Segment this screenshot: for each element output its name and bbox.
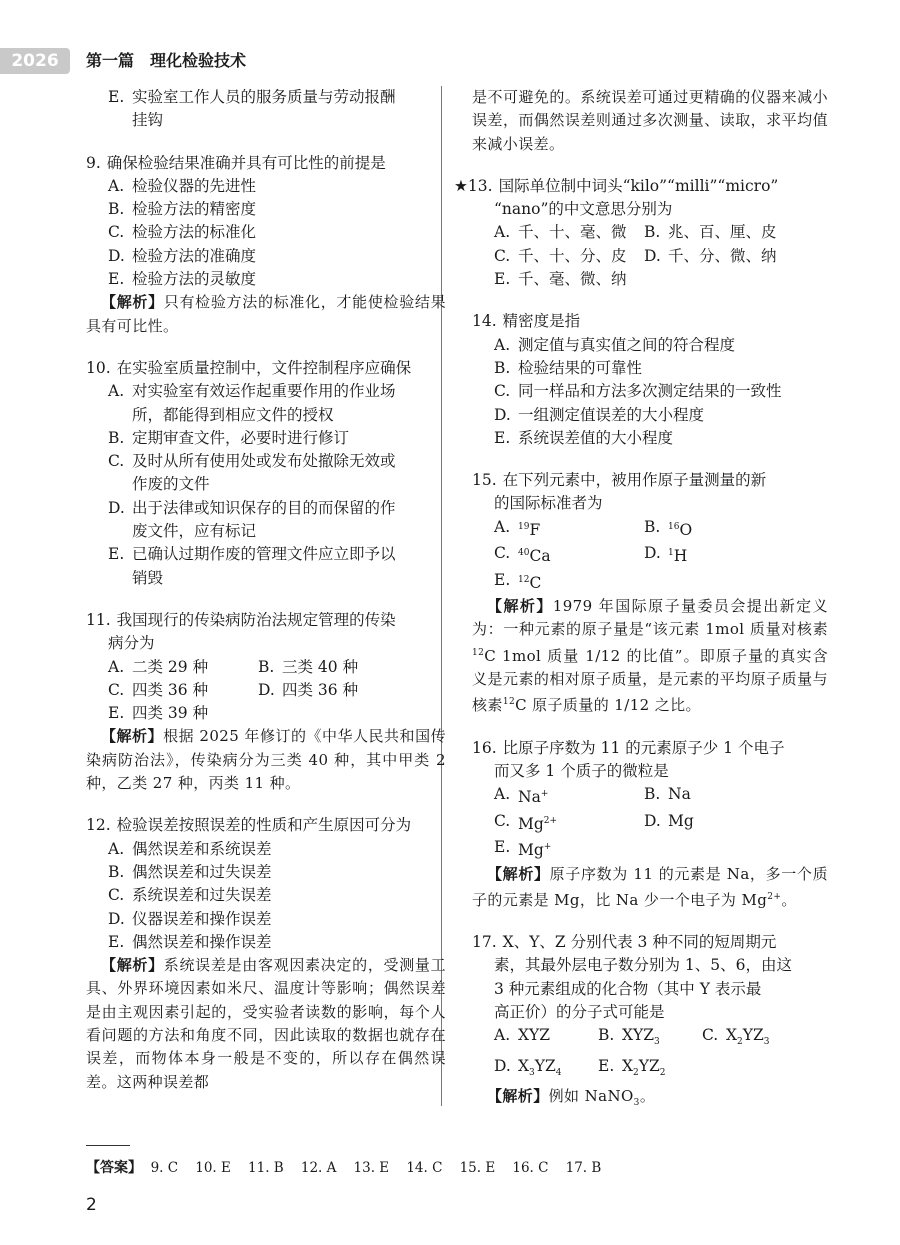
question-17: 17. X、Y、Z 分别代表 3 种不同的短周期元 素，其最外层电子数分别为 1、5、6，由这 3 种元素组成的化合物（其中 Y 表示最 高正价）的分子式可能是 A. XYZ B. $XYZ_3$ C. $X_2YZ_3$ D. $X_3YZ_4$ E. $X_2YZ_2$ 【解析】例如 NaNO$_3$。 bbox=[472, 931, 828, 1115]
option: E. 实验室工作人员的服务质量与劳动报酬 bbox=[108, 88, 396, 106]
analysis: 【解析】原子序数为 11 的元素是 Na，多一个质子的元素是 Mg，比 Na 少一个电子为 $Mg^{2+}$。 bbox=[472, 864, 828, 909]
footnote-rule bbox=[86, 1145, 130, 1146]
analysis: 【解析】例如 NaNO$_3$。 bbox=[487, 1087, 656, 1109]
question-12: 12. 检验误差按照误差的性质和产生原因可分为 A. 偶然误差和系统误差 B. 偶然误差和过失误差 C. 系统误差和过失误差 D. 仪器误差和操作误差 E. 偶然误差和操作误差 【解析】系统误差是由客观因素决定的，受测量工具、外界环境因素如米尺、温度计等影响；偶然误差是由主观因素引起的，受实验者读数的影响，每个人看问题的方法和角度不同，因此读取的数据也就存在误差，而物体本身一般是不变的，所以存在偶然误差。这两种误差都 bbox=[86, 814, 446, 1094]
option-continuation: 挂钩 bbox=[132, 111, 164, 130]
answer-key: 【答案】 9. C 10. E 11. B 12. A 13. E 14. C 15. E 16. C 17. B bbox=[86, 1160, 602, 1176]
year-badge: 2026 bbox=[0, 48, 70, 74]
left-column bbox=[86, 86, 446, 1094]
analysis-continuation: 是不可避免的。系统误差可通过更精确的仪器来减小误差，而偶然误差则通过多次测量、读取，求平均值来减小误差。 bbox=[472, 88, 828, 153]
question-11: 11. 我国现行的传染病防治法规定管理的传染 病分为 A. 二类 29 种 B. 三类 40 种 C. 四类 36 种 D. 四类 36 种 E. 四类 39 种 【解析】根据 2025 年修订的《中华人民共和国传染病防治法》，传染病分为三类 40 种，其中甲类 2 种，乙类 27 种，丙类 11 种。 bbox=[86, 609, 446, 795]
section-title: 第一篇 理化检验技术 bbox=[86, 51, 247, 70]
analysis: 【解析】只有检验方法的标准化，才能使检验结果具有可比性。 bbox=[86, 293, 446, 335]
analysis: 【解析】根据 2025 年修订的《中华人民共和国传染病防治法》，传染病分为三类 40 种，其中甲类 2 种，乙类 27 种，丙类 11 种。 bbox=[86, 727, 446, 793]
analysis: 【解析】系统误差是由客观因素决定的，受测量工具、外界环境因素如米尺、温度计等影响；偶然误差是由主观因素引起的，受实验者读数的影响，每个人看问题的方法和角度不同，因此读取的数据也就存在误差，而物体本身一般是不变的，所以存在偶然误差。这两种误差都 bbox=[86, 956, 446, 1091]
analysis: 【解析】1979 年国际原子量委员会提出新定义为：一种元素的原子量是“该元素 1mol 质量对核素$^{12}$C 1mol 质量 1/12 的比值”。即原子量的真实含义是元素的相对原子质量，是元素的平均原子质量与核素$^{12}$C 原子质量的 1/12 之比。 bbox=[472, 597, 828, 715]
page-header bbox=[0, 48, 900, 74]
question-16: 16. 比原子序数为 11 的元素原子少 1 个电子 而又多 1 个质子的微粒是 A. Na+ B. Na C. $Mg^{2+}$ D. Mg E. Mg+ 【解析】原子序数为 11 的元素是 Na，多一个质子的元素是 Mg，比 Na 少一个电子为 $Mg^{2+}$。 bbox=[472, 737, 828, 913]
right-column bbox=[454, 86, 828, 1115]
question-13: ★ 13. 国际单位制中词头“kilo”“milli”“micro” “nano”的中文意思分别为 A. 千、十、毫、微 B. 兆、百、厘、皮 C. 千、十、分、皮 D. 千、分、微、纳 E. 千、毫、微、纳 bbox=[454, 176, 779, 289]
question-9: 9. 确保检验结果准确并具有可比性的前提是 A. 检验仪器的先进性 B. 检验方法的精密度 C. 检验方法的标准化 D. 检验方法的准确度 E. 检验方法的灵敏度 【解析】只有检验方法的标准化，才能使检验结果具有可比性。 bbox=[86, 152, 446, 338]
page-number: 2 bbox=[86, 1195, 97, 1215]
question-15: 15. 在下列元素中，被用作原子量测量的新 的国际标准者为 A. $^{19}$F B. $^{16}$O C. $^{40}$Ca D. $^1$H E. $^{12}$C 【解析】1979 年国际原子量委员会提出新定义为：一种元素的原子量是“该元素 1mol 质量对核素$^{12}$C 1mol 质量 1/12 的比值”。即原子量的真实含义是元素的相对原子质量，是元素的平均原子质量与核素$^{12}$C 原子质量的 1/12 之比。 bbox=[472, 469, 828, 717]
star-icon: ★ bbox=[454, 176, 468, 195]
question-10: 10. 在实验室质量控制中，文件控制程序应确保 A. 对实验室有效运作起重要作用的作业场 所，都能得到相应文件的授权 B. 定期审查文件，必要时进行修订 C. 及时从所有使用处或发布处撤除无效或 作废的文件 D. 出于法律或知识保存的目的而保留的作 废文件，应有标记 E. 已确认过期作废的管理文件应立即予以 销毁 bbox=[86, 358, 412, 587]
question-14: 14. 精密度是指 A. 测定值与真实值之间的符合程度 B. 检验结果的可靠性 C. 同一样品和方法多次测定结果的一致性 D. 一组测定值误差的大小程度 E. 系统误差值的大小程度 bbox=[472, 312, 782, 447]
